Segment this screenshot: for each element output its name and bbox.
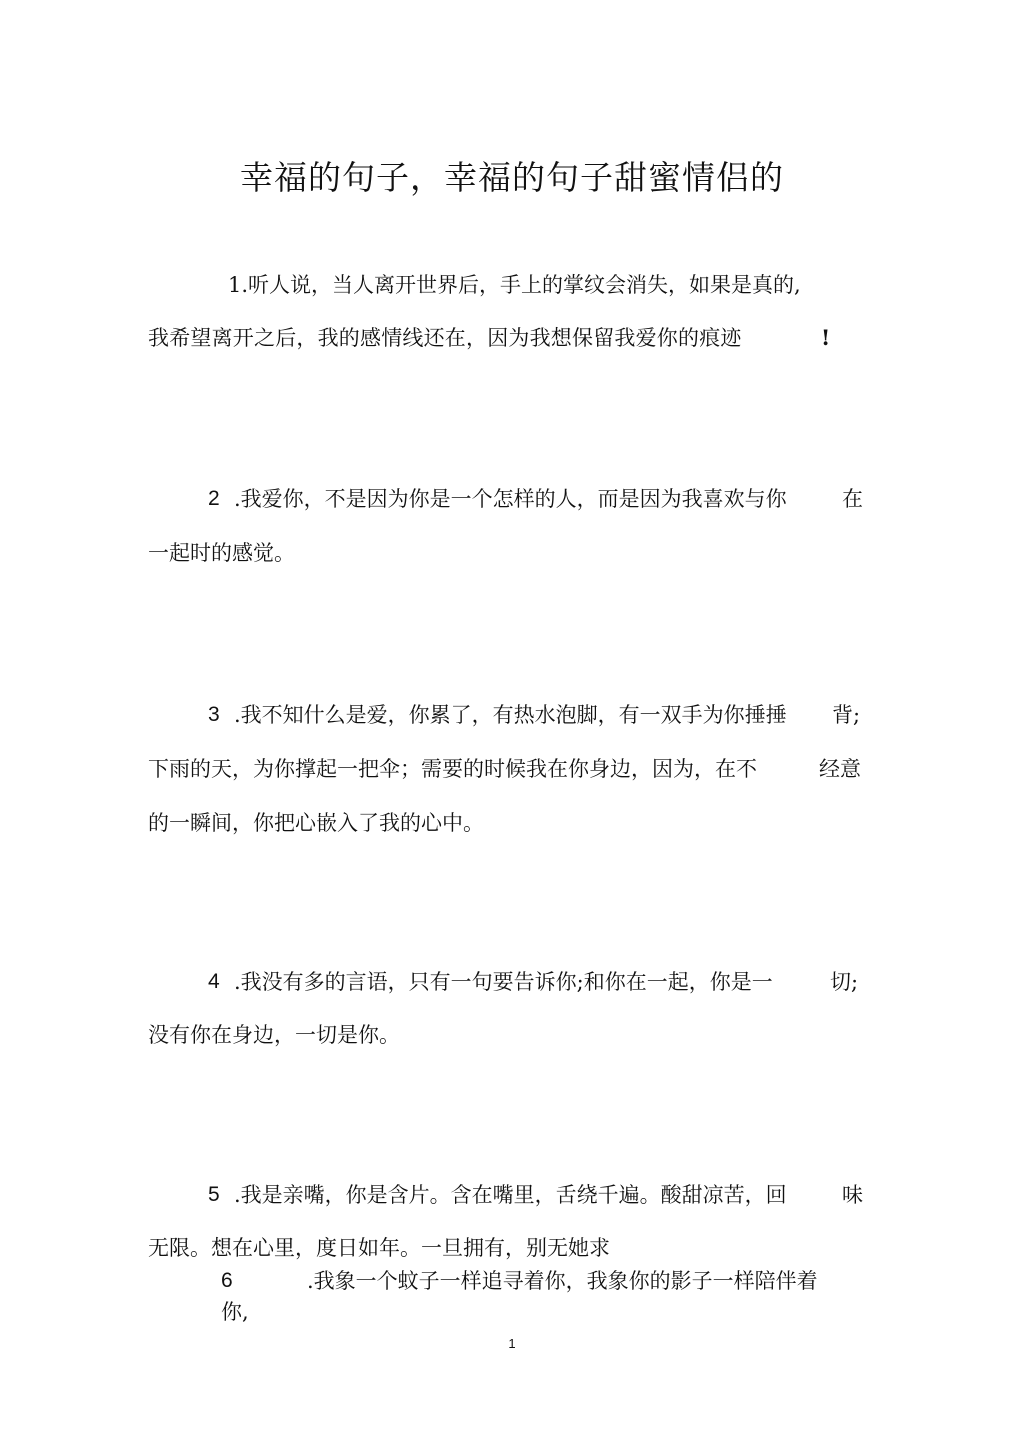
item-4-line-1: .我没有多的言语，只有一句要告诉你;和你在一起，你是一 xyxy=(234,970,773,994)
page-number: 1 xyxy=(508,1336,516,1351)
item-4-line-2: 没有你在身边，一切是你。 xyxy=(148,1023,400,1047)
item-2-number: 2 xyxy=(208,487,220,510)
item-3-line-2-end: 经意 xyxy=(819,757,861,781)
item-6-line-1: .我象一个蚊子一样追寻着你，我象你的影子一样陪伴着 xyxy=(307,1269,818,1293)
item-4-line-1-end: 切; xyxy=(830,970,859,994)
item-6-line-2: 你, xyxy=(221,1300,249,1324)
item-3-line-1-end: 背; xyxy=(832,703,861,727)
item-1-exclaim: ! xyxy=(821,325,831,350)
item-3-line-1: .我不知什么是爱，你累了，有热水泡脚，有一双手为你捶捶 xyxy=(234,703,787,727)
item-5-number: 5 xyxy=(208,1183,220,1206)
item-6-number: 6 xyxy=(221,1269,233,1292)
item-1-line-2: 我希望离开之后，我的感情线还在，因为我想保留我爱你的痕迹 xyxy=(148,326,742,350)
item-5-line-1: .我是亲嘴，你是含片。含在嘴里，舌绕千遍。酸甜凉苦，回 xyxy=(234,1183,787,1207)
item-2-line-1: .我爱你，不是因为你是一个怎样的人，而是因为我喜欢与你 xyxy=(234,487,787,511)
item-1-line-1: 1.听人说，当人离开世界后，手上的掌纹会消失，如果是真的, xyxy=(228,273,801,297)
item-3-line-2: 下雨的天，为你撑起一把伞；需要的时候我在你身边，因为，在不 xyxy=(148,757,757,781)
item-2-line-2: 一起时的感觉。 xyxy=(148,541,295,565)
item-5-line-2: 无限。想在心里，度日如年。一旦拥有，别无她求 xyxy=(148,1236,610,1260)
item-5-line-1-end: 味 xyxy=(842,1183,863,1207)
item-4-number: 4 xyxy=(208,970,220,993)
page-title: 幸福的句子，幸福的句子甜蜜情侣的 xyxy=(240,158,784,197)
item-3-line-3: 的一瞬间，你把心嵌入了我的心中。 xyxy=(148,811,484,835)
item-2-line-1-end: 在 xyxy=(842,487,863,511)
item-3-number: 3 xyxy=(208,703,220,726)
